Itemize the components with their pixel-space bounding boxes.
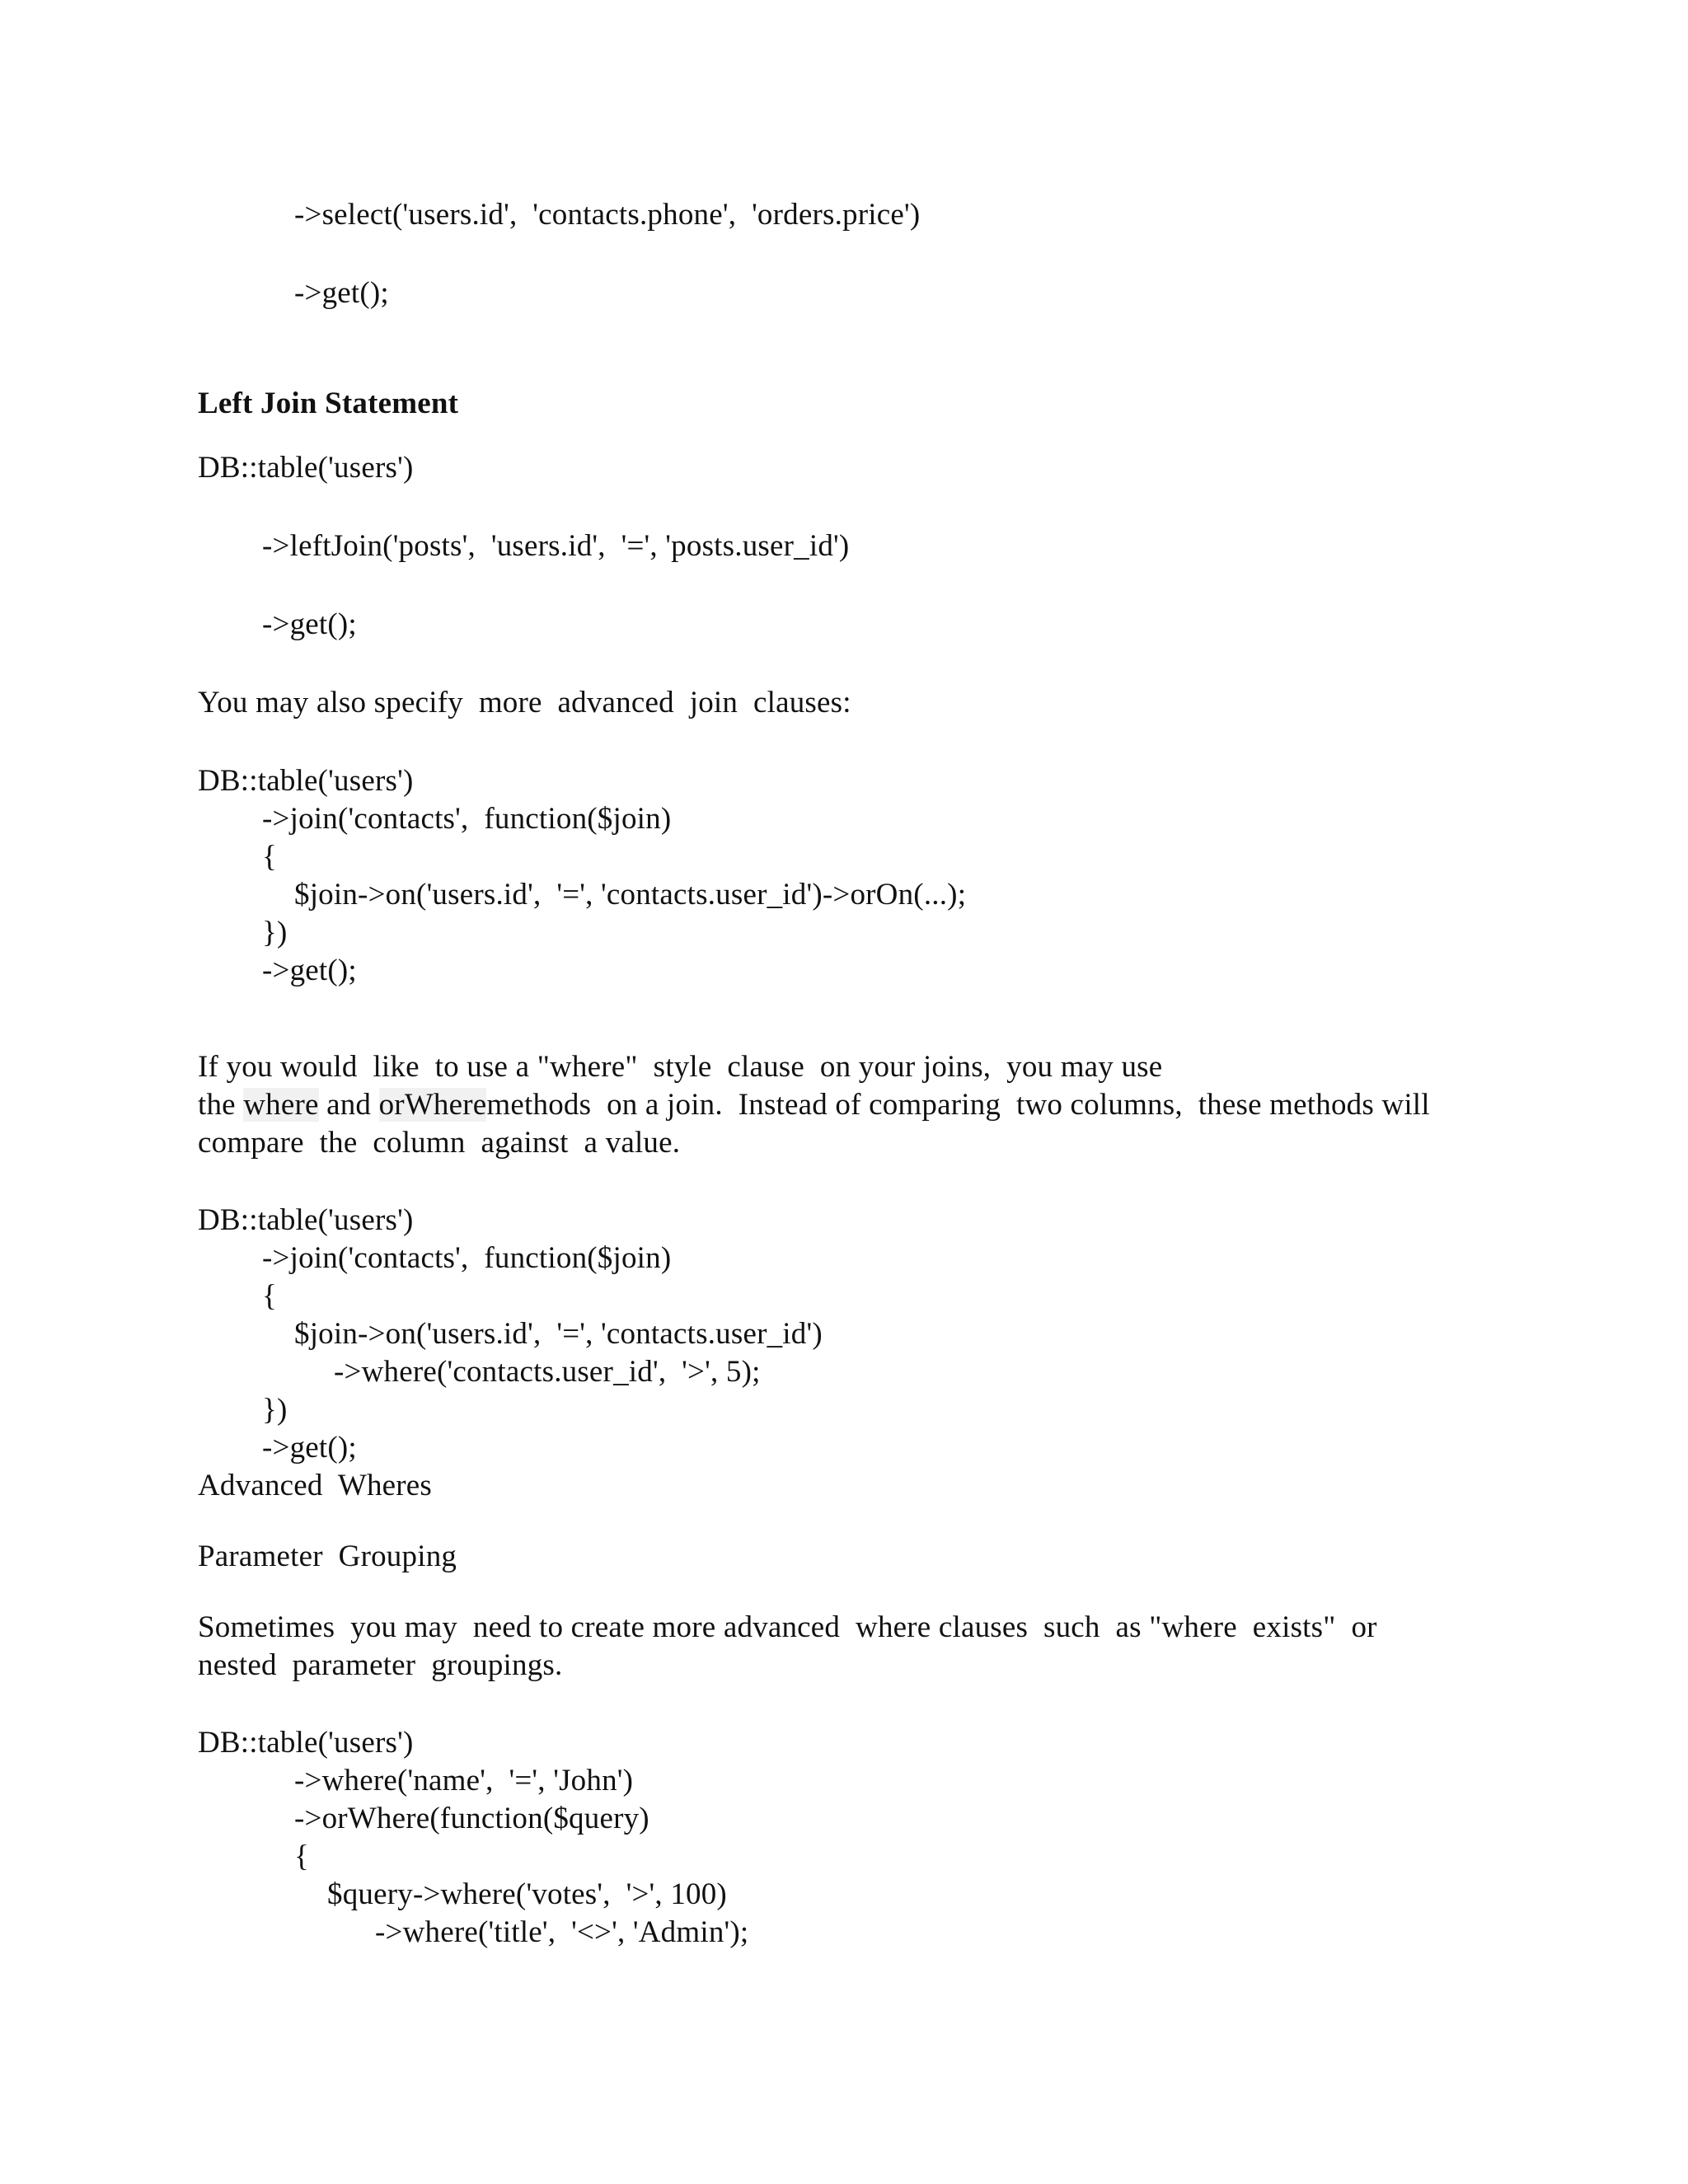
code-on-line: $join->on('users.id', '=', 'contacts.user_id')->orOn(...); xyxy=(294,878,967,912)
code-get-line: ->get(); xyxy=(262,607,357,641)
text-segment: methods on a join. Instead of comparing two columns, these methods will xyxy=(486,1088,1430,1122)
code-get-line: ->get(); xyxy=(294,276,389,310)
code-get-line: ->get(); xyxy=(262,954,357,987)
section-heading-left-join: Left Join Statement xyxy=(198,387,459,420)
code-get-line: ->get(); xyxy=(262,1431,357,1465)
code-table-line: DB::table('users') xyxy=(198,764,414,798)
code-orwhere-line: ->orWhere(function($query) xyxy=(294,1802,649,1835)
code-open-brace: { xyxy=(262,840,277,874)
text-segment: and xyxy=(318,1088,379,1122)
highlight-where: where xyxy=(243,1088,319,1122)
paragraph-where-joins-line2 xyxy=(198,1086,1430,1124)
section-heading-advanced-wheres: Advanced Wheres xyxy=(198,1469,433,1502)
code-close-line: }) xyxy=(262,916,288,949)
code-where-line: ->where('contacts.user_id', '>', 5); xyxy=(334,1355,761,1389)
code-table-line: DB::table('users') xyxy=(198,451,414,485)
code-join-line: ->join('contacts', function($join) xyxy=(262,802,672,836)
code-where-line: ->where('name', '=', 'John') xyxy=(294,1764,634,1797)
code-on-line: $join->on('users.id', '=', 'contacts.user_id') xyxy=(294,1317,823,1351)
code-select-line: ->select('users.id', 'contacts.phone', 'orders.price') xyxy=(294,198,921,232)
paragraph-where-joins-line1: If you would like to use a "where" style clause on your joins, you may use xyxy=(198,1050,1163,1084)
code-open-brace: { xyxy=(262,1279,277,1313)
section-subheading-parameter-grouping: Parameter Grouping xyxy=(198,1540,457,1573)
text-segment: the xyxy=(198,1088,244,1122)
code-votes-line: $query->where('votes', '>', 100) xyxy=(327,1877,727,1911)
code-join-line: ->join('contacts', function($join) xyxy=(262,1241,672,1275)
code-open-brace: { xyxy=(294,1840,309,1873)
code-table-line: DB::table('users') xyxy=(198,1726,414,1760)
paragraph-where-joins-line3: compare the column against a value. xyxy=(198,1126,681,1160)
code-leftjoin-line: ->leftJoin('posts', 'users.id', '=', 'posts.user_id') xyxy=(262,529,850,563)
code-table-line: DB::table('users') xyxy=(198,1203,414,1237)
highlight-orwhere: orWhere xyxy=(378,1088,487,1122)
paragraph-advanced-joins: You may also specify more advanced join clauses: xyxy=(198,686,851,719)
paragraph-advanced-wheres-line1: Sometimes you may need to create more advanced where clauses such as "where exists" or xyxy=(198,1610,1377,1644)
paragraph-advanced-wheres-line2: nested parameter groupings. xyxy=(198,1648,563,1682)
code-title-line: ->where('title', '<>', 'Admin'); xyxy=(375,1915,749,1949)
code-close-line: }) xyxy=(262,1393,288,1427)
